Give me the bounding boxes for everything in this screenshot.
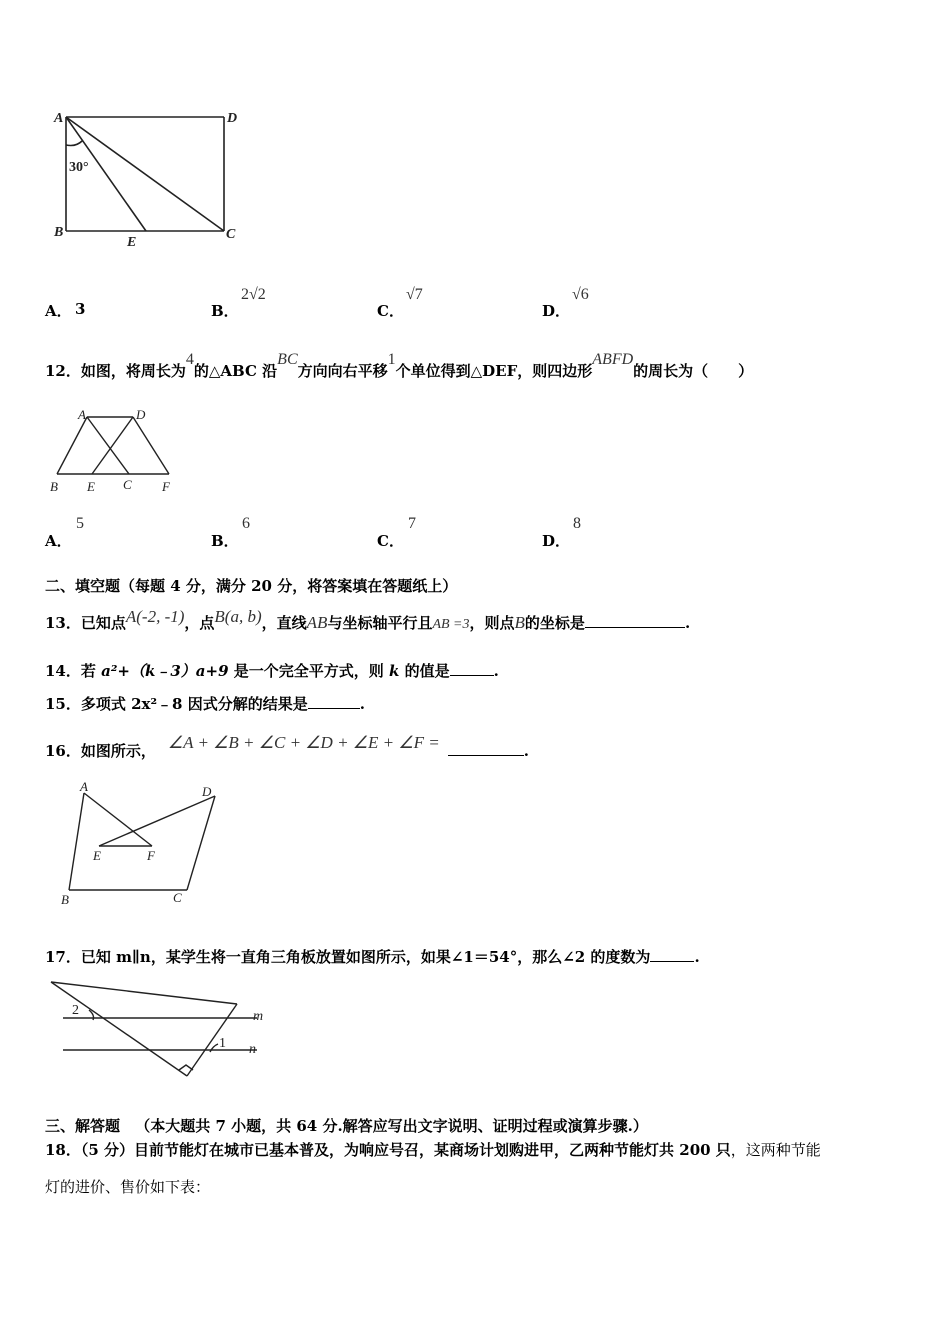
question-14 (45, 660, 499, 681)
question-18 (45, 1139, 821, 1160)
q13-point-b: B(a, b) (214, 607, 262, 626)
label-d: D (136, 407, 146, 422)
label-b: B (54, 225, 64, 240)
q11-option-b-label: B． (211, 302, 239, 320)
q18-text-bold: 18．（5 分）目前节能灯在城市已基本普及，为响应号召，某商场计划购进甲，乙两种节能灯共 200 只 (45, 1141, 731, 1159)
question-13 (45, 607, 691, 633)
q16-text: 16．如图所示， (45, 742, 156, 760)
q16-angle-sum: ∠A + ∠B + ∠C + ∠D + ∠E + ∠F = (167, 733, 440, 752)
q14-answer-blank[interactable] (450, 661, 494, 676)
question-12 (45, 351, 754, 381)
angle-1: 1 (219, 1036, 226, 1051)
label-e: E (87, 479, 95, 494)
label-c: C (173, 890, 182, 905)
figure-parallel-lines-triangle (45, 970, 285, 1085)
q13-text-3: ，直线 (261, 614, 307, 632)
q11-option-d-label: D． (542, 302, 571, 320)
angle-2: 2 (72, 1003, 79, 1018)
q15-end: . (359, 695, 365, 713)
q12-option-b-label: B． (211, 532, 239, 550)
section-3-title: 三、解答题 (45, 1117, 121, 1135)
q13-end: . (684, 614, 691, 632)
q15-text: 15．多项式 2x²﹣8 因式分解的结果是 (45, 695, 308, 713)
q12-abfd: ABFD (592, 351, 634, 368)
q13-text-5: ，则点 (469, 614, 515, 632)
label-f: F (147, 848, 155, 863)
q16-answer-blank[interactable] (448, 741, 524, 756)
section-3-note: （本大题共 7 小题，共 64 分.解答应写出文字说明、证明过程或演算步骤.） (135, 1117, 648, 1135)
q11-option-a-value: 3 (75, 300, 86, 318)
q11-option-d-value: √6 (572, 286, 589, 303)
q14-end: . (493, 662, 499, 680)
question-18-line-2: 灯的进价、售价如下表： (45, 1178, 211, 1196)
q12-perimeter: 4 (185, 351, 194, 368)
line-m: m (253, 1009, 264, 1024)
q12-option-a-label: A． (45, 532, 72, 550)
label-d: D (227, 111, 238, 126)
q14-text-1: 14．若 (45, 662, 102, 680)
q16-end: . (523, 742, 529, 760)
question-15 (45, 693, 365, 714)
q12-option-d-value: 8 (573, 515, 581, 532)
q13-b: B (514, 613, 525, 632)
q11-option-c-label: C． (377, 302, 404, 320)
label-b: B (61, 892, 69, 907)
q13-ab-length: AB =3 (432, 617, 470, 632)
q12-text-4: 个单位得到△DEF，则四边形 (395, 362, 593, 380)
label-e: E (93, 848, 101, 863)
q12-text-5: 的周长为（ ） (633, 362, 754, 380)
q12-option-b-value: 6 (242, 515, 250, 532)
label-b: B (50, 479, 58, 494)
figure-translated-triangles (45, 405, 185, 495)
q14-expression: a²+（k﹣3）a+9 (101, 662, 229, 680)
label-a: A (54, 111, 64, 126)
label-e: E (127, 235, 137, 250)
q12-text-3: 方向向右平移 (297, 362, 388, 380)
q13-answer-blank[interactable] (585, 613, 685, 628)
section-2-heading: 二、填空题（每题 4 分，满分 20 分，将答案填在答题纸上） (45, 577, 458, 595)
q12-shift: 1 (387, 351, 396, 368)
q17-end: . (694, 948, 700, 966)
question-16 (45, 733, 529, 761)
line-n: n (249, 1042, 256, 1057)
angle-30: 30° (69, 160, 89, 175)
q17-text: 17．已知 m∥n，某学生将一直角三角板放置如图所示，如果∠1＝54°，那么∠2 的度数为 (45, 948, 651, 966)
q12-option-d-label: D． (542, 532, 571, 550)
q12-option-a-value: 5 (76, 515, 84, 532)
label-d: D (202, 784, 212, 799)
label-f: F (162, 479, 170, 494)
figure-rectangle-abcd (50, 105, 250, 250)
q14-k: k (388, 662, 400, 680)
q11-option-a-label: A． (45, 302, 72, 320)
q18-text-tail: ，这两种节能 (730, 1141, 821, 1159)
q15-answer-blank[interactable] (308, 694, 360, 709)
q12-option-c-label: C． (377, 532, 404, 550)
q17-answer-blank[interactable] (650, 947, 694, 962)
q11-option-b-value: 2√2 (241, 286, 266, 303)
q14-text-2: 是一个完全平方式，则 (228, 662, 389, 680)
q12-bc: BC (277, 351, 298, 368)
q13-text-1: 13．已知点 (45, 614, 126, 632)
q13-text-6: 的坐标是 (524, 614, 585, 632)
q12-text-1: 12．如图，将周长为 (45, 362, 186, 380)
label-a: A (78, 407, 86, 422)
q12-text-2: 的△ABC 沿 (193, 362, 278, 380)
q11-option-c-value: √7 (406, 286, 423, 303)
q14-text-3: 的值是 (399, 662, 450, 680)
section-3-heading (45, 1115, 648, 1136)
label-c: C (226, 227, 236, 242)
question-17 (45, 946, 700, 967)
q13-text-4: 与坐标轴平行且 (327, 614, 433, 632)
label-a: A (80, 780, 88, 794)
q13-line-ab: AB (306, 613, 328, 632)
q12-option-c-value: 7 (408, 515, 416, 532)
q13-text-2: ，点 (184, 614, 215, 632)
q13-point-a: A(-2, -1) (125, 607, 185, 626)
figure-hexagon-angles (55, 780, 225, 910)
label-c: C (123, 477, 132, 492)
